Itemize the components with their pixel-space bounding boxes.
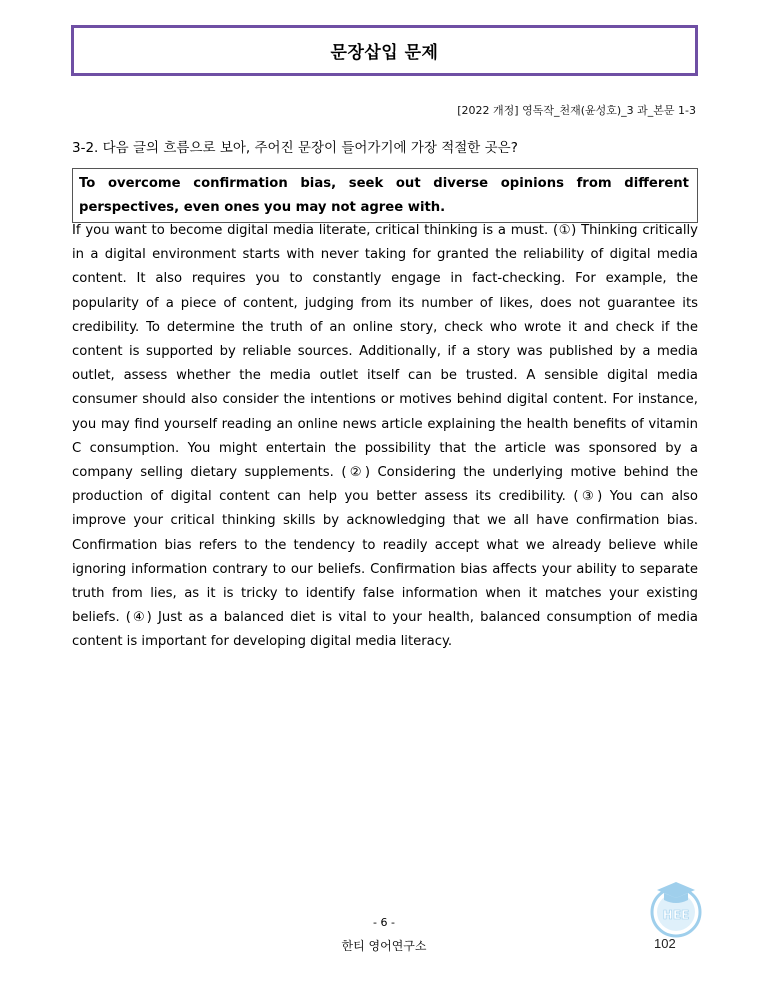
passage-text: If you want to become digital media literate, critical thinking is a must. (①) Thinking critically in a digital environment starts with never taking for granted the reliability of digital media content. It also requires you to constantly engage in fact-checking. For example, the popularity of a piece of content, judging from its number of likes, does not guarantee its credibility. To determine the truth of an online story, check who wrote it and check if the content is supported by reliable sources. Additionally, if a story was published by a media outlet, assess whether the media outlet itself can be trusted. A sensible digital media consumer should also consider the intentions or motives behind digital content. For instance, you may find yourself reading an online news article explaining the health benefits of vitamin C consumption. You might entertain the possibility that the article was sponsored by a company selling dietary supplements. (②) Considering the underlying motive behind the production of digital content can help you better assess its credibility. (③) You can also improve your critical thinking skills by acknowledging that we all have confirmation bias. Confirmation bias refers to the tendency to readily accept what we already believe while ignoring information contrary to our beliefs. Confirmation bias affects your ability to separate truth from lies, as it is tricky to identify false information when it matches your existing beliefs. (④) Just as a balanced diet is vital to your health, balanced consumption of media content is important for developing digital media literacy. (72, 223, 698, 650)
given-sentence: To overcome confirmation bias, seek out diverse opinions from different perspectives, even ones you may not agree with. (79, 176, 689, 215)
page-count: 102 (654, 936, 676, 951)
institute-name: 한티 영어연구소 (341, 939, 427, 953)
logo-text: HEE (662, 908, 690, 922)
source-label: [2022 개정] 영독작_천재(윤성호)_3 과_본문 1-3 (457, 104, 696, 117)
hee-logo-icon (645, 878, 707, 940)
title-box (71, 25, 698, 76)
page-title: 문장삽입 문제 (330, 43, 439, 63)
page-number: - 6 - (373, 916, 395, 929)
given-sentence-box (72, 168, 698, 223)
question-text: 3-2. 다음 글의 흐름으로 보아, 주어진 문장이 들어가기에 가장 적절한 곳은? (72, 140, 518, 156)
